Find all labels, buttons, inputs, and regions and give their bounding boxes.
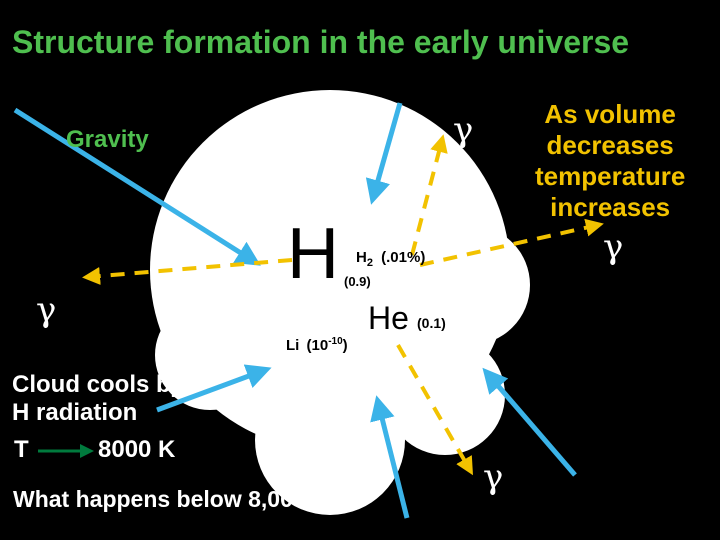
- helium-abundance: (0.1): [417, 315, 446, 331]
- photon-symbol-left: γ: [36, 290, 57, 330]
- molecular-hydrogen-subscript: 2: [366, 257, 373, 269]
- lithium-exponent: -10: [328, 336, 343, 347]
- molecular-hydrogen-abundance: (.01%): [381, 249, 426, 266]
- hydrogen-symbol: H: [287, 214, 339, 294]
- gas-cloud: [150, 90, 530, 515]
- photon-symbol-right: γ: [603, 227, 624, 267]
- gravity-label: Gravity: [66, 126, 149, 153]
- volume-note: [535, 99, 685, 223]
- volume-note-line: As volume: [544, 99, 676, 129]
- cooling-note-line: Cloud cools by: [12, 371, 185, 398]
- temperature-end: 8000 K: [98, 436, 176, 463]
- volume-note-line: decreases: [546, 130, 674, 160]
- lithium-symbol: Li: [286, 337, 300, 354]
- volume-note-line: temperature: [535, 161, 686, 191]
- question-text: What happens below 8,000 K?: [13, 486, 343, 512]
- photon-symbol-top: γ: [453, 110, 474, 150]
- temperature-arrow: [38, 444, 94, 458]
- photon-symbol-bottom: γ: [483, 457, 504, 497]
- cooling-note: [12, 371, 184, 427]
- temperature-start: T: [14, 436, 29, 463]
- hydrogen-abundance: (0.9): [344, 274, 371, 289]
- cooling-note-line: H radiation: [12, 399, 138, 426]
- molecular-hydrogen-label: [356, 249, 425, 269]
- page-title: Structure formation in the early universe: [12, 24, 630, 60]
- volume-note-line: increases: [550, 192, 671, 222]
- helium-symbol: He: [368, 300, 409, 336]
- molecular-hydrogen-symbol: H: [356, 249, 367, 266]
- lithium-label: [286, 336, 348, 354]
- lithium-abundance: $(10^{-10})$: [306, 336, 348, 354]
